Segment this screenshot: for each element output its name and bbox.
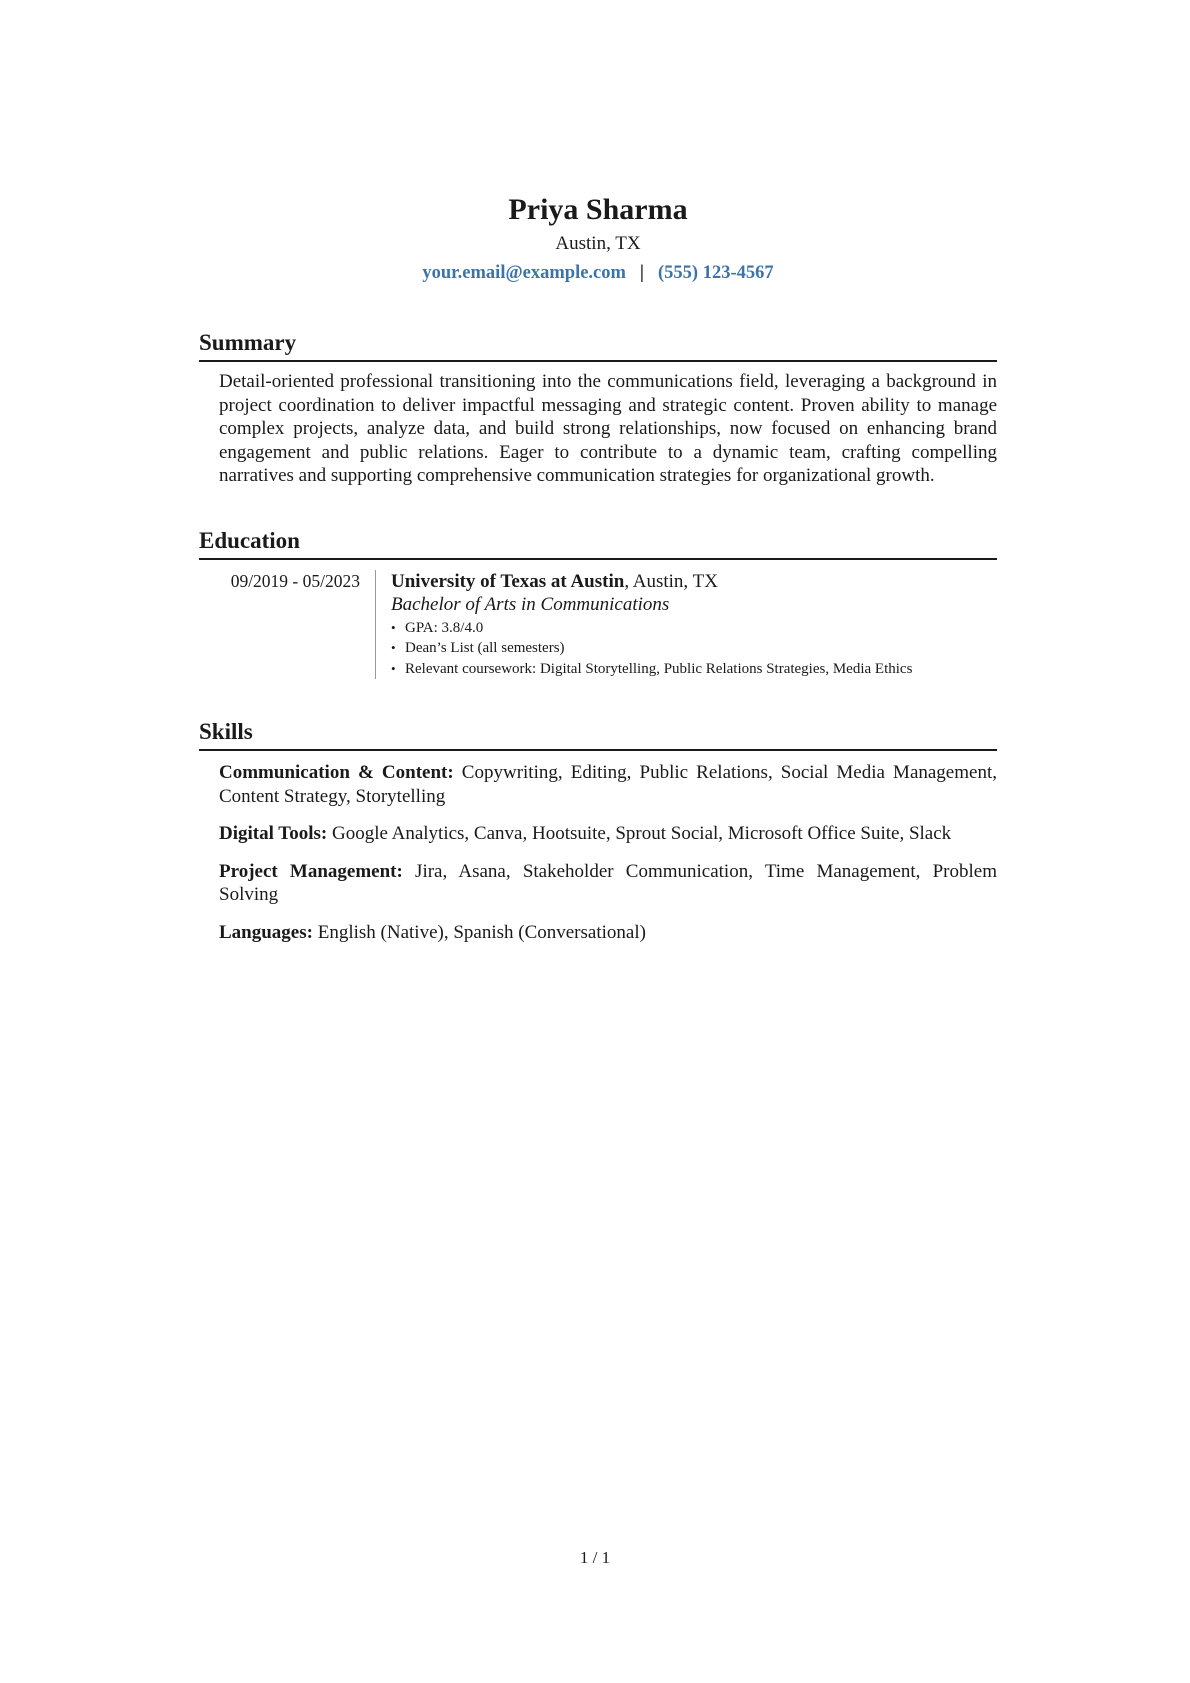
list-item: • Relevant coursework: Digital Storytelling, Public Relations Strategies, Media Ethics — [391, 659, 997, 680]
degree-title: Bachelor of Arts in Communications — [391, 593, 670, 615]
education-details — [391, 570, 997, 680]
skill-item — [219, 822, 997, 846]
school-location: , Austin, TX — [624, 570, 718, 592]
skill-value: Google Analytics, Canva, Hootsuite, Sprout Social, Microsoft Office Suite, Slack — [327, 823, 952, 844]
list-item: • Dean’s List (all semesters) — [391, 638, 997, 659]
resume-page — [199, 190, 997, 958]
summary-heading: Summary — [199, 328, 997, 362]
skill-label: Communication & Content: — [219, 762, 454, 783]
page-number: 1 / 1 — [579, 1548, 611, 1567]
email-link[interactable]: your.email@example.com — [422, 263, 626, 283]
school-name: University of Texas at Austin — [391, 570, 625, 592]
skills-heading: Skills — [199, 717, 997, 751]
skill-label: Languages: — [219, 921, 313, 943]
education-divider — [375, 570, 376, 680]
skills-section — [199, 717, 997, 944]
phone-link[interactable]: (555) 123-4567 — [658, 263, 774, 283]
education-dates: 09/2019 - 05/2023 — [230, 570, 360, 591]
list-item: • GPA: 3.8/4.0 — [391, 618, 997, 639]
summary-text: Detail-oriented professional transitioning into the communications field, leveraging a background in project coordination to deliver impactful messaging and strategic content. Proven ability to manage complex projects, analyze data, and build strong relationships, now focused on enhancing brand engagement and public relations. Eager to contribute to a dynamic team, crafting compelling narratives and supporting comprehensive communication strategies for organizational growth. — [219, 371, 997, 486]
resume-header — [199, 190, 997, 288]
skill-item — [219, 860, 997, 907]
contact-separator: | — [639, 263, 644, 283]
skill-value: Copywriting, Editing, Public Relations, Social Media Management, Content Strategy, Storytelling — [219, 762, 997, 807]
education-bullets — [391, 618, 997, 680]
skill-label: Digital Tools: — [219, 823, 328, 844]
skill-value: English (Native), Spanish (Conversational) — [312, 921, 646, 943]
education-section — [199, 526, 997, 680]
education-entry — [199, 570, 997, 680]
contact-line — [199, 258, 997, 288]
skill-item — [219, 921, 997, 945]
summary-section — [199, 328, 997, 488]
skill-item — [219, 761, 997, 808]
skill-label: Project Management: — [219, 860, 403, 882]
skill-value: Jira, Asana, Stakeholder Communication, Time Management, Problem Solving — [219, 860, 997, 905]
education-heading: Education — [199, 526, 997, 560]
candidate-name: Priya Sharma — [508, 193, 688, 226]
candidate-location: Austin, TX — [555, 233, 641, 254]
